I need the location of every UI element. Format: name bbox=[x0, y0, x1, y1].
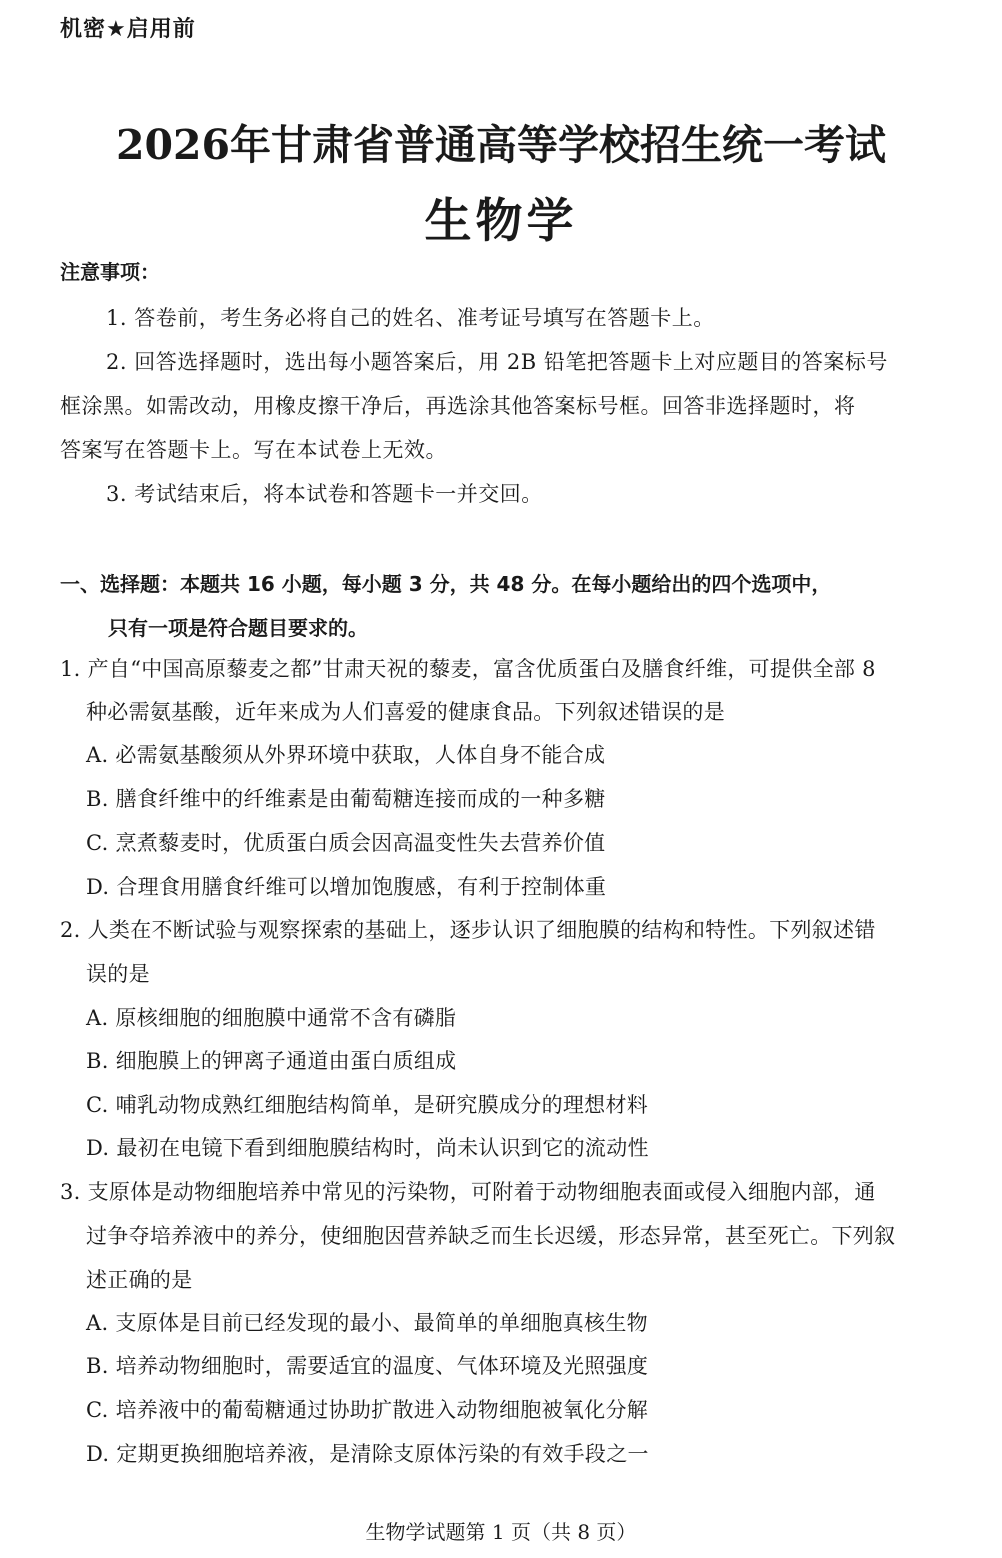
q2-option-d: D. 最初在电镜下看到细胞膜结构时，尚未认识到它的流动性 bbox=[86, 1136, 649, 1160]
q1-option-d: D. 合理食用膳食纤维可以增加饱腹感，有利于控制体重 bbox=[86, 875, 607, 899]
q1-stem-line-1: 1. 产自“中国高原藜麦之都”甘肃天祝的藜麦，富含优质蛋白及膳食纤维，可提供全部 8 bbox=[60, 657, 876, 681]
notice-item-1: 1. 答卷前，考生务必将自己的姓名、准考证号填写在答题卡上。 bbox=[106, 306, 715, 330]
q1-option-a: A. 必需氨基酸须从外界环境中获取，人体自身不能合成 bbox=[86, 743, 606, 767]
q2-option-a: A. 原核细胞的细胞膜中通常不含有磷脂 bbox=[86, 1006, 457, 1030]
q3-option-a: A. 支原体是目前已经发现的最小、最简单的单细胞真核生物 bbox=[86, 1311, 648, 1335]
q1-option-c: C. 烹煮藜麦时，优质蛋白质会因高温变性失去营养价值 bbox=[86, 831, 606, 855]
subject-title: 生物学 bbox=[424, 194, 578, 249]
q2-option-b: B. 细胞膜上的钾离子通道由蛋白质组成 bbox=[86, 1049, 457, 1073]
q3-option-d: D. 定期更换细胞培养液，是清除支原体污染的有效手段之一 bbox=[86, 1442, 649, 1466]
q3-option-b: B. 培养动物细胞时，需要适宜的温度、气体环境及光照强度 bbox=[86, 1354, 649, 1378]
q3-option-c: C. 培养液中的葡萄糖通过协助扩散进入动物细胞被氧化分解 bbox=[86, 1398, 649, 1422]
q2-option-c: C. 哺乳动物成熟红细胞结构简单，是研究膜成分的理想材料 bbox=[86, 1093, 649, 1117]
notice-item-2-line-3: 答案写在答题卡上。写在本试卷上无效。 bbox=[60, 438, 447, 462]
notice-heading: 注意事项： bbox=[60, 260, 160, 284]
q1-option-b: B. 膳食纤维中的纤维素是由葡萄糖连接而成的一种多糖 bbox=[86, 787, 606, 811]
page-footer: 生物学试题第 1 页（共 8 页） bbox=[365, 1520, 637, 1544]
q3-stem-line-2: 过争夺培养液中的养分，使细胞因营养缺乏而生长迟缓，形态异常，甚至死亡。下列叙 bbox=[86, 1224, 896, 1248]
section-heading-line-1: 一、选择题：本题共 16 小题，每小题 3 分，共 48 分。在每小题给出的四个选项中， bbox=[60, 572, 832, 596]
q2-stem-line-1: 2. 人类在不断试验与观察探索的基础上，逐步认识了细胞膜的结构和特性。下列叙述错 bbox=[60, 918, 876, 942]
exam-title: 2026年甘肃省普通高等学校招生统一考试 bbox=[115, 121, 887, 169]
notice-item-2-line-2: 框涂黑。如需改动，用橡皮擦干净后，再选涂其他答案标号框。回答非选择题时，将 bbox=[60, 394, 856, 418]
q3-stem-line-3: 述正确的是 bbox=[86, 1268, 193, 1292]
confidential-label: 机密★启用前 bbox=[60, 17, 196, 42]
q1-stem-line-2: 种必需氨基酸，近年来成为人们喜爱的健康食品。下列叙述错误的是 bbox=[86, 700, 725, 724]
q2-stem-line-2: 误的是 bbox=[86, 962, 150, 986]
notice-item-3: 3. 考试结束后，将本试卷和答题卡一并交回。 bbox=[106, 482, 543, 506]
q3-stem-line-1: 3. 支原体是动物细胞培养中常见的污染物，可附着于动物细胞表面或侵入细胞内部，通 bbox=[60, 1180, 876, 1204]
section-heading-line-2: 只有一项是符合题目要求的。 bbox=[108, 616, 368, 640]
notice-item-2-line-1: 2. 回答选择题时，选出每小题答案后，用 2B 铅笔把答题卡上对应题目的答案标号 bbox=[106, 350, 888, 374]
